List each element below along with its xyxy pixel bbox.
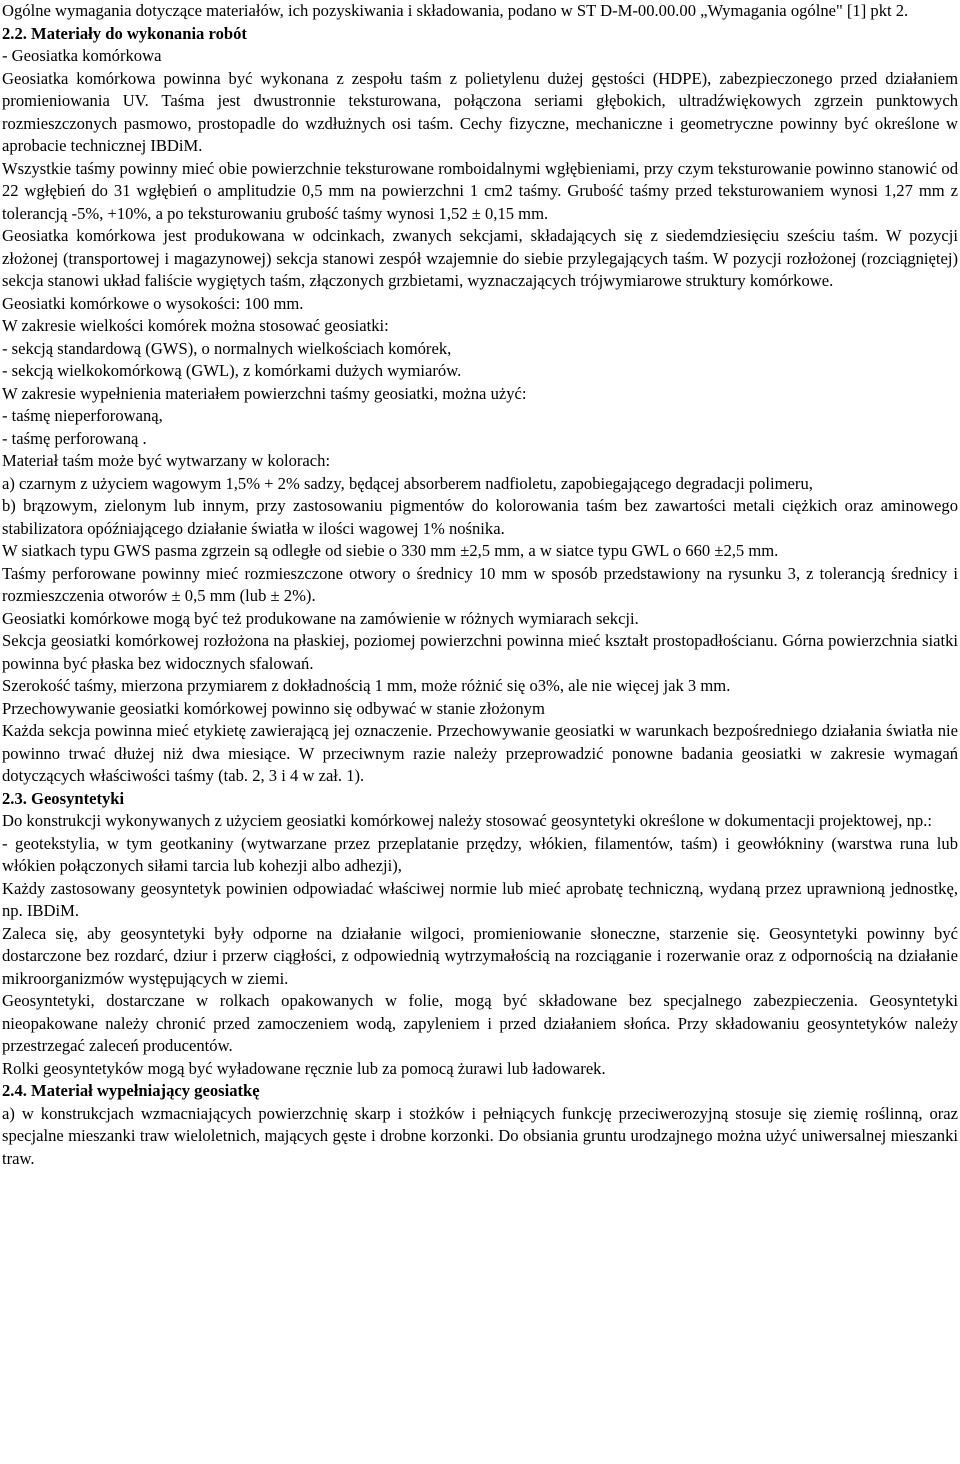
paragraph: Taśmy perforowane powinny mieć rozmieszczone otwory o średnicy 10 mm w sposób przedstawiony na rysunku 3, z tolerancją średnicy i rozmieszczenia otworów ± 0,5 mm (lub ± 2%).: [2, 563, 958, 605]
paragraph: Zaleca się, aby geosyntetyki były odporne na działanie wilgoci, promieniowanie słoneczne, starzenie się. Geosyntetyki powinny być dostarczone bez rozdarć, dziur i przerw ciągłości, z odpowiednią wytrzymałością na rozciąganie i rozerwanie oraz z odpornością na działanie mikroorganizmów występujących w ziemi.: [2, 923, 958, 988]
paragraph: Geosyntetyki, dostarczane w rolkach opakowanych w folie, mogą być składowane bez specjalnego zabezpieczenia. Geosyntetyki nieopakowane należy chronić przed zamoczeniem wodą, zapyleniem i przed działaniem słońca. Przy składowaniu geosyntetyków należy przestrzegać zaleceń producentów.: [2, 991, 958, 1055]
paragraph: - taśmę nieperforowaną,: [2, 406, 163, 425]
paragraph: Szerokość taśmy, mierzona przymiarem z dokładnością 1 mm, może różnić się o3%, ale nie więcej jak 3 mm.: [2, 676, 731, 695]
paragraph: Przechowywanie geosiatki komórkowej powinno się odbywać w stanie złożonym: [2, 698, 545, 718]
paragraph: W siatkach typu GWS pasma zgrzein są odległe od siebie o 330 mm ±2,5 mm, a w siatce typu GWL o 660 ±2,5 mm.: [2, 541, 779, 560]
paragraph: Ogólne wymagania dotyczące materiałów, ich pozyskiwania i składowania, podano w ST D-M-00.00.00 „Wymagania ogólne" [1] pkt 2.: [2, 1, 909, 20]
paragraph: a) czarnym z użyciem wagowym 1,5% + 2% sadzy, będącej absorberem nadfioletu, zapobiegającego degradacji polimeru,: [2, 473, 813, 493]
paragraph: Każdy zastosowany geosyntetyk powinien odpowiadać właściwej normie lub mieć aprobatę techniczną, wydaną przez uprawnioną jednostkę, np. IBDiM.: [2, 878, 958, 920]
paragraph: b) brązowym, zielonym lub innym, przy zastosowaniu pigmentów do kolorowania taśm bez zawartości metali ciężkich oraz aminowego stabilizatora opóźniającego działanie światła w ilości wagowej 1% nośnika.: [2, 496, 958, 538]
paragraph: - taśmę perforowaną .: [2, 428, 147, 448]
paragraph: Geosiatki komórkowe mogą być też produkowane na zamówienie w różnych wymiarach sekcji.: [2, 608, 639, 628]
paragraph: Wszystkie taśmy powinny mieć obie powierzchnie teksturowane romboidalnymi wgłębieniami, przy czym teksturowanie powinno stanowić od 22 wgłębień do 31 wgłębień o amplitudzie 0,5 mm na powierzchni 1 cm2 taśmy. Grubość taśmy przed teksturowaniem wynosi 1,27 mm z tolerancją -5%, +10%, a po teksturowaniu grubość taśmy wynosi 1,52 ± 0,15 mm.: [2, 158, 958, 223]
paragraph: Sekcja geosiatki komórkowej rozłożona na płaskiej, poziomej powierzchni powinna mieć kształt prostopadłościanu. Górna powierzchnia siatki powinna być płaska bez widocznych sfalowań.: [2, 631, 958, 673]
paragraph: - Geosiatka komórkowa: [2, 46, 162, 65]
paragraph: W zakresie wielkości komórek można stosować geosiatki:: [2, 316, 389, 335]
paragraph: Do konstrukcji wykonywanych z użyciem geosiatki komórkowej należy stosować geosyntetyki określone w dokumentacji projektowej, np.:: [2, 811, 932, 830]
section-heading: 2.3. Geosyntetyki: [2, 788, 125, 808]
section-heading: 2.4. Materiał wypełniający geosiatkę: [2, 1081, 260, 1100]
paragraph: Geosiatka komórkowa powinna być wykonana z zespołu taśm z polietylenu dużej gęstości (HDPE), zabezpieczonego przed działaniem promieniowania UV. Taśma jest dwustronnie teksturowana, połączona seriami głębokich, ultradźwiękowych zgrzein punktowych rozmieszczonych pasmowo, prostopadle do wzdłużnych osi taśm. Cechy fizyczne, mechaniczne i geometryczne powinny być określone w aprobacie technicznej IBDiM.: [2, 68, 958, 155]
paragraph: - sekcją standardową (GWS), o normalnych wielkościach komórek,: [2, 338, 452, 358]
paragraph: - sekcją wielkokomórkową (GWL), z komórkami dużych wymiarów.: [2, 361, 462, 380]
paragraph: W zakresie wypełnienia materiałem powierzchni taśmy geosiatki, można użyć:: [2, 383, 527, 403]
section-heading: 2.2. Materiały do wykonania robót: [2, 23, 247, 43]
paragraph: Geosiatki komórkowe o wysokości: 100 mm.: [2, 293, 304, 313]
paragraph: a) w konstrukcjach wzmacniających powierzchnię skarp i stożków i pełniących funkcję przeciwerozyjną stosuje się ziemię roślinną, oraz specjalne mieszanki traw wieloletnich, mających gęste i drobne korzonki. Do obsiania gruntu urodzajnego można użyć uniwersalnej mieszanki traw.: [2, 1103, 958, 1168]
paragraph: Materiał taśm może być wytwarzany w kolorach:: [2, 451, 331, 470]
paragraph: Każda sekcja powinna mieć etykietę zawierającą jej oznaczenie. Przechowywanie geosiatki w warunkach bezpośredniego działania światła nie powinno trwać dłużej niż dwa miesiące. W przeciwnym razie należy przeprowadzić ponowne badania geosiatki w zakresie wymagań dotyczących właściwości taśmy (tab. 2, 3 i 4 w zał. 1).: [2, 721, 958, 785]
paragraph: - geotekstylia, w tym geotkaniny (wytwarzane przez przeplatanie przędzy, włókien, filamentów, taśm) i geowłókniny (warstwa runa lub włókien połączonych siłami tarcia lub kohezji albo adhezji),: [2, 833, 958, 875]
paragraph: Geosiatka komórkowa jest produkowana w odcinkach, zwanych sekcjami, składających się z siedemdziesięciu sześciu taśm. W pozycji złożonej (transportowej i magazynowej) sekcja stanowi zespół wzajemnie do siebie przylegających taśm. W pozycji rozłożonej (rozciągniętej) sekcja stanowi układ faliście wygiętych taśm, złączonych grzbietami, wyznaczających trójwymiarowe struktury komórkowe.: [2, 226, 958, 290]
paragraph: Rolki geosyntetyków mogą być wyładowane ręcznie lub za pomocą żurawi lub ładowarek.: [2, 1058, 606, 1078]
